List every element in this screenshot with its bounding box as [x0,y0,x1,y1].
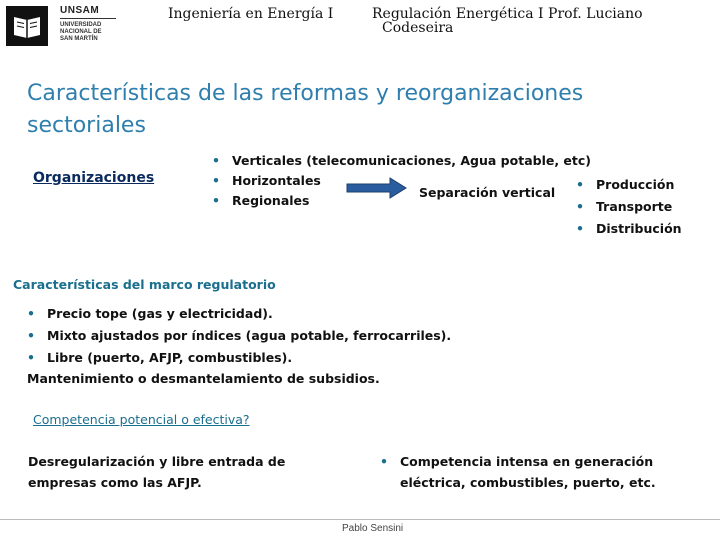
logo-sub-2: NACIONAL DE [60,29,102,35]
university-logo [6,6,48,46]
separacion-vertical-label: Separación vertical [419,185,556,200]
arrow-right-icon [346,176,408,200]
organizaciones-label: Organizaciones [33,170,155,186]
competencia-heading: Competencia potencial o efectiva? [33,412,250,427]
marco-heading: Características del marco regulatorio [13,277,276,292]
header-course: Ingeniería en Energía I [168,6,334,22]
logo-sub-1: UNIVERSIDAD [60,22,102,28]
competencia-list [378,451,708,493]
marco-item-mixto: • Mixto ajustados por índices (agua potable, ferrocarriles). [25,325,545,347]
footer-author: Pablo Sensini [342,523,404,534]
competencia-item: • Competencia intensa en generación eléctrica, combustibles, puerto, etc. [378,451,708,493]
logo-sub-3: SAN MARTÍN [60,36,98,42]
logo-name: UNSAM [60,5,100,16]
separacion-list [574,174,714,240]
marco-item-libre: • Libre (puerto, AFJP, combustibles). [25,347,545,369]
footer-divider [0,519,720,520]
marco-list [25,303,545,369]
marco-item-precio: • Precio tope (gas y electricidad). [25,303,545,325]
sep-item-produccion: • Producción [574,174,714,196]
logo-text [60,5,120,43]
header-subject-line2: Codeseira [382,20,454,36]
header-subject-line1: Regulación Energética I Prof. Luciano [372,6,643,22]
org-item-regionales: • Regionales [210,190,670,212]
marco-note: Mantenimiento o desmantelamiento de subsidios. [27,371,380,386]
org-item-horizontales: • Horizontales [210,170,670,192]
logo-divider [60,18,116,19]
sep-item-transporte: • Transporte [574,196,714,218]
sep-item-distribucion: • Distribución [574,218,714,240]
slide-title: Características de las reformas y reorganizaciones sectoriales [27,81,584,138]
competencia-left: Desregularización y libre entrada de empresas como las AFJP. [28,454,286,490]
book-icon [12,13,42,39]
header-subject [372,6,712,36]
org-item-verticales: • Verticales (telecomunicaciones, Agua potable, etc) [210,150,670,172]
